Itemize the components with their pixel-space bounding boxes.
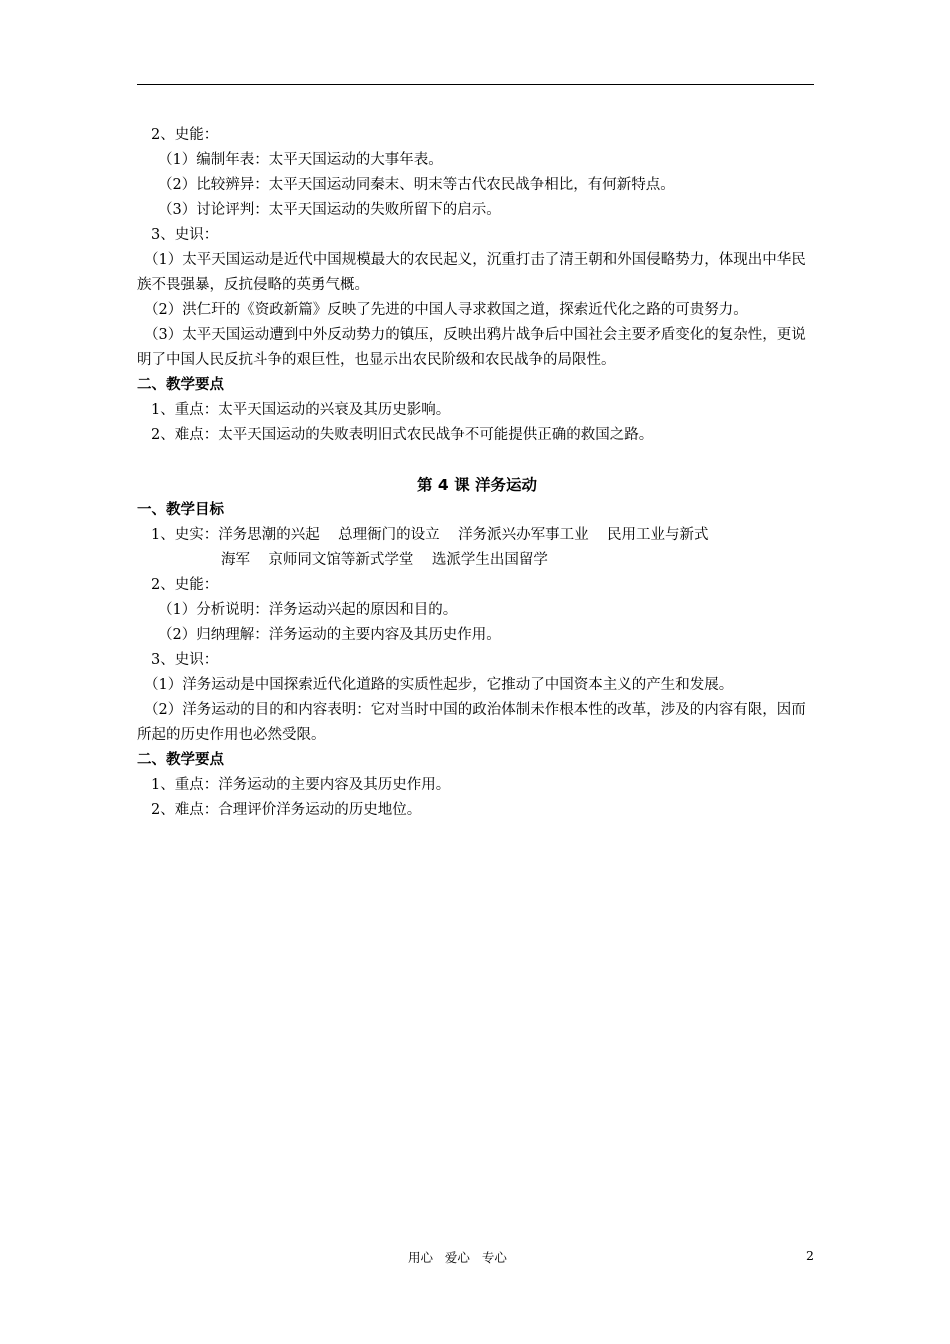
lesson-title: 第 4 课 洋务运动 [417,476,537,494]
skill-item: （2）比较辨异：太平天国运动同秦末、明末等古代农民战争相比，有何新特点。 [158,177,675,193]
skill-item: （3）讨论评判：太平天国运动的失败所留下的启示。 [158,202,501,218]
skill-item: （1）分析说明：洋务运动兴起的原因和目的。 [158,602,458,618]
document-body [137,123,817,823]
knowledge-item: （2）洪仁玕的《资政新篇》反映了先进的中国人寻求救国之道，探索近代化之路的可贵努力。 [144,302,748,318]
knowledge-heading: 3、史识： [151,227,219,243]
point-item: 1、重点：洋务运动的主要内容及其历史作用。 [151,777,451,793]
section-heading: 二、教学要点 [137,752,224,768]
knowledge-item: （1）太平天国运动是近代中国规模最大的农民起义，沉重打击了清王朝和外国侵略势力，体现出中华民族不畏强暴，反抗侵略的英勇气概。 [137,252,806,293]
skills-heading: 2、史能： [151,127,219,143]
facts-line: 1、史实：洋务思潮的兴起 总理衙门的设立 洋务派兴办军事工业 民用工业与新式 [151,527,709,543]
facts-line: 海军 京师同文馆等新式学堂 选派学生出国留学 [221,552,548,568]
skill-item: （1）编制年表：太平天国运动的大事年表。 [158,152,443,168]
skill-item: （2）归纳理解：洋务运动的主要内容及其历史作用。 [158,627,501,643]
knowledge-item: （1）洋务运动是中国探索近代化道路的实质性起步，它推动了中国资本主义的产生和发展。 [144,677,734,693]
section-heading: 一、教学目标 [137,502,224,518]
skills-heading: 2、史能： [151,577,219,593]
page-number: 2 [806,1248,814,1263]
point-item: 2、难点：合理评价洋务运动的历史地位。 [151,802,422,818]
point-item: 1、重点：太平天国运动的兴衰及其历史影响。 [151,402,451,418]
knowledge-heading: 3、史识： [151,652,219,668]
section-heading: 二、教学要点 [137,377,224,393]
header-rule [137,84,814,85]
footer-motto: 用心 爱心 专心 [408,1250,507,1265]
point-item: 2、难点：太平天国运动的失败表明旧式农民战争不可能提供正确的救国之路。 [151,427,654,443]
knowledge-item: （3）太平天国运动遭到中外反动势力的镇压，反映出鸦片战争后中国社会主要矛盾变化的复杂性，更说明了中国人民反抗斗争的艰巨性，也显示出农民阶级和农民战争的局限性。 [137,327,806,368]
knowledge-item: （2）洋务运动的目的和内容表明：它对当时中国的政治体制未作根本性的改革，涉及的内容有限，因而所起的历史作用也必然受限。 [137,702,806,743]
